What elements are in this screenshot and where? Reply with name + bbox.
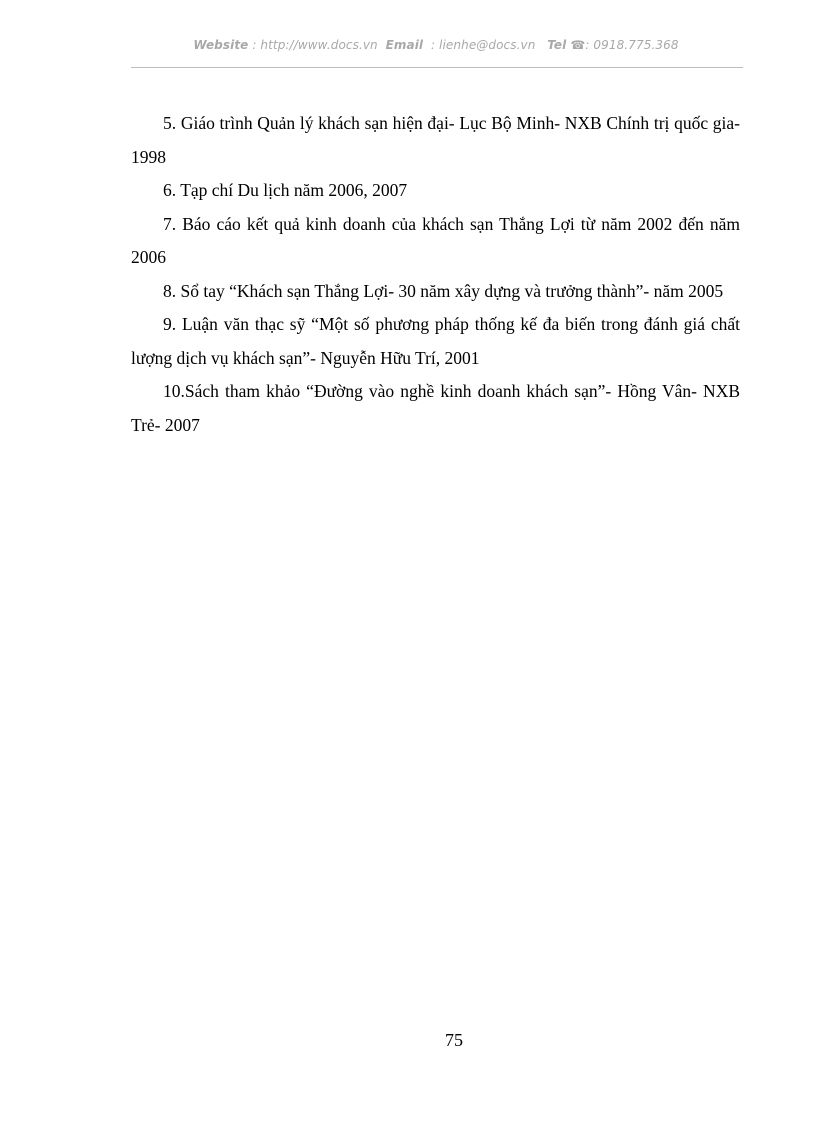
reference-list <box>131 107 740 442</box>
reference-text: Báo cáo kết quả kinh doanh của khách sạn Thắng Lợi từ năm 2002 đến năm 2006 <box>131 213 741 267</box>
reference-text: Tạp chí Du lịch năm 2006, 2007 <box>180 180 408 200</box>
reference-item <box>131 174 740 208</box>
header-divider <box>131 67 743 68</box>
email-address[interactable]: : lienhe@docs.vn <box>431 38 536 52</box>
reference-item <box>131 275 740 309</box>
website-label: Website <box>193 38 249 52</box>
reference-number: 7. <box>163 213 177 234</box>
phone-icon: ☎ <box>570 38 586 52</box>
reference-number: 6. <box>163 180 177 200</box>
tel-label: Tel <box>547 38 567 52</box>
reference-number: 8. <box>163 280 177 301</box>
page-number: 75 <box>445 1030 463 1050</box>
reference-number: 9. <box>163 314 177 334</box>
reference-text: Luận văn thạc sỹ “Một số phương pháp thống kế đa biến trong đánh giá chất lượng dịch vụ khách sạn”- Nguyễn Hữu Trí, 2001 <box>131 314 740 368</box>
reference-number: 5. <box>163 113 177 133</box>
reference-text: Giáo trình Quản lý khách sạn hiện đại- Lục Bộ Minh- NXB Chính trị quốc gia- 1998 <box>131 113 740 167</box>
email-label: Email <box>385 38 424 52</box>
reference-item <box>131 308 740 375</box>
reference-item <box>131 375 740 442</box>
page-header <box>130 38 742 52</box>
reference-item <box>131 107 740 174</box>
reference-text: Sổ tay “Khách sạn Thắng Lợi- 30 năm xây dựng và trưởng thành”- năm 2005 <box>180 280 724 301</box>
tel-number: : 0918.775.368 <box>585 38 679 52</box>
website-url[interactable]: : http://www.docs.vn <box>252 38 378 52</box>
reference-number: 10. <box>163 381 185 401</box>
reference-text: Sách tham khảo “Đường vào nghề kinh doanh khách sạn”- Hồng Vân- NXB Trẻ- 2007 <box>131 381 740 435</box>
reference-item <box>131 208 740 275</box>
